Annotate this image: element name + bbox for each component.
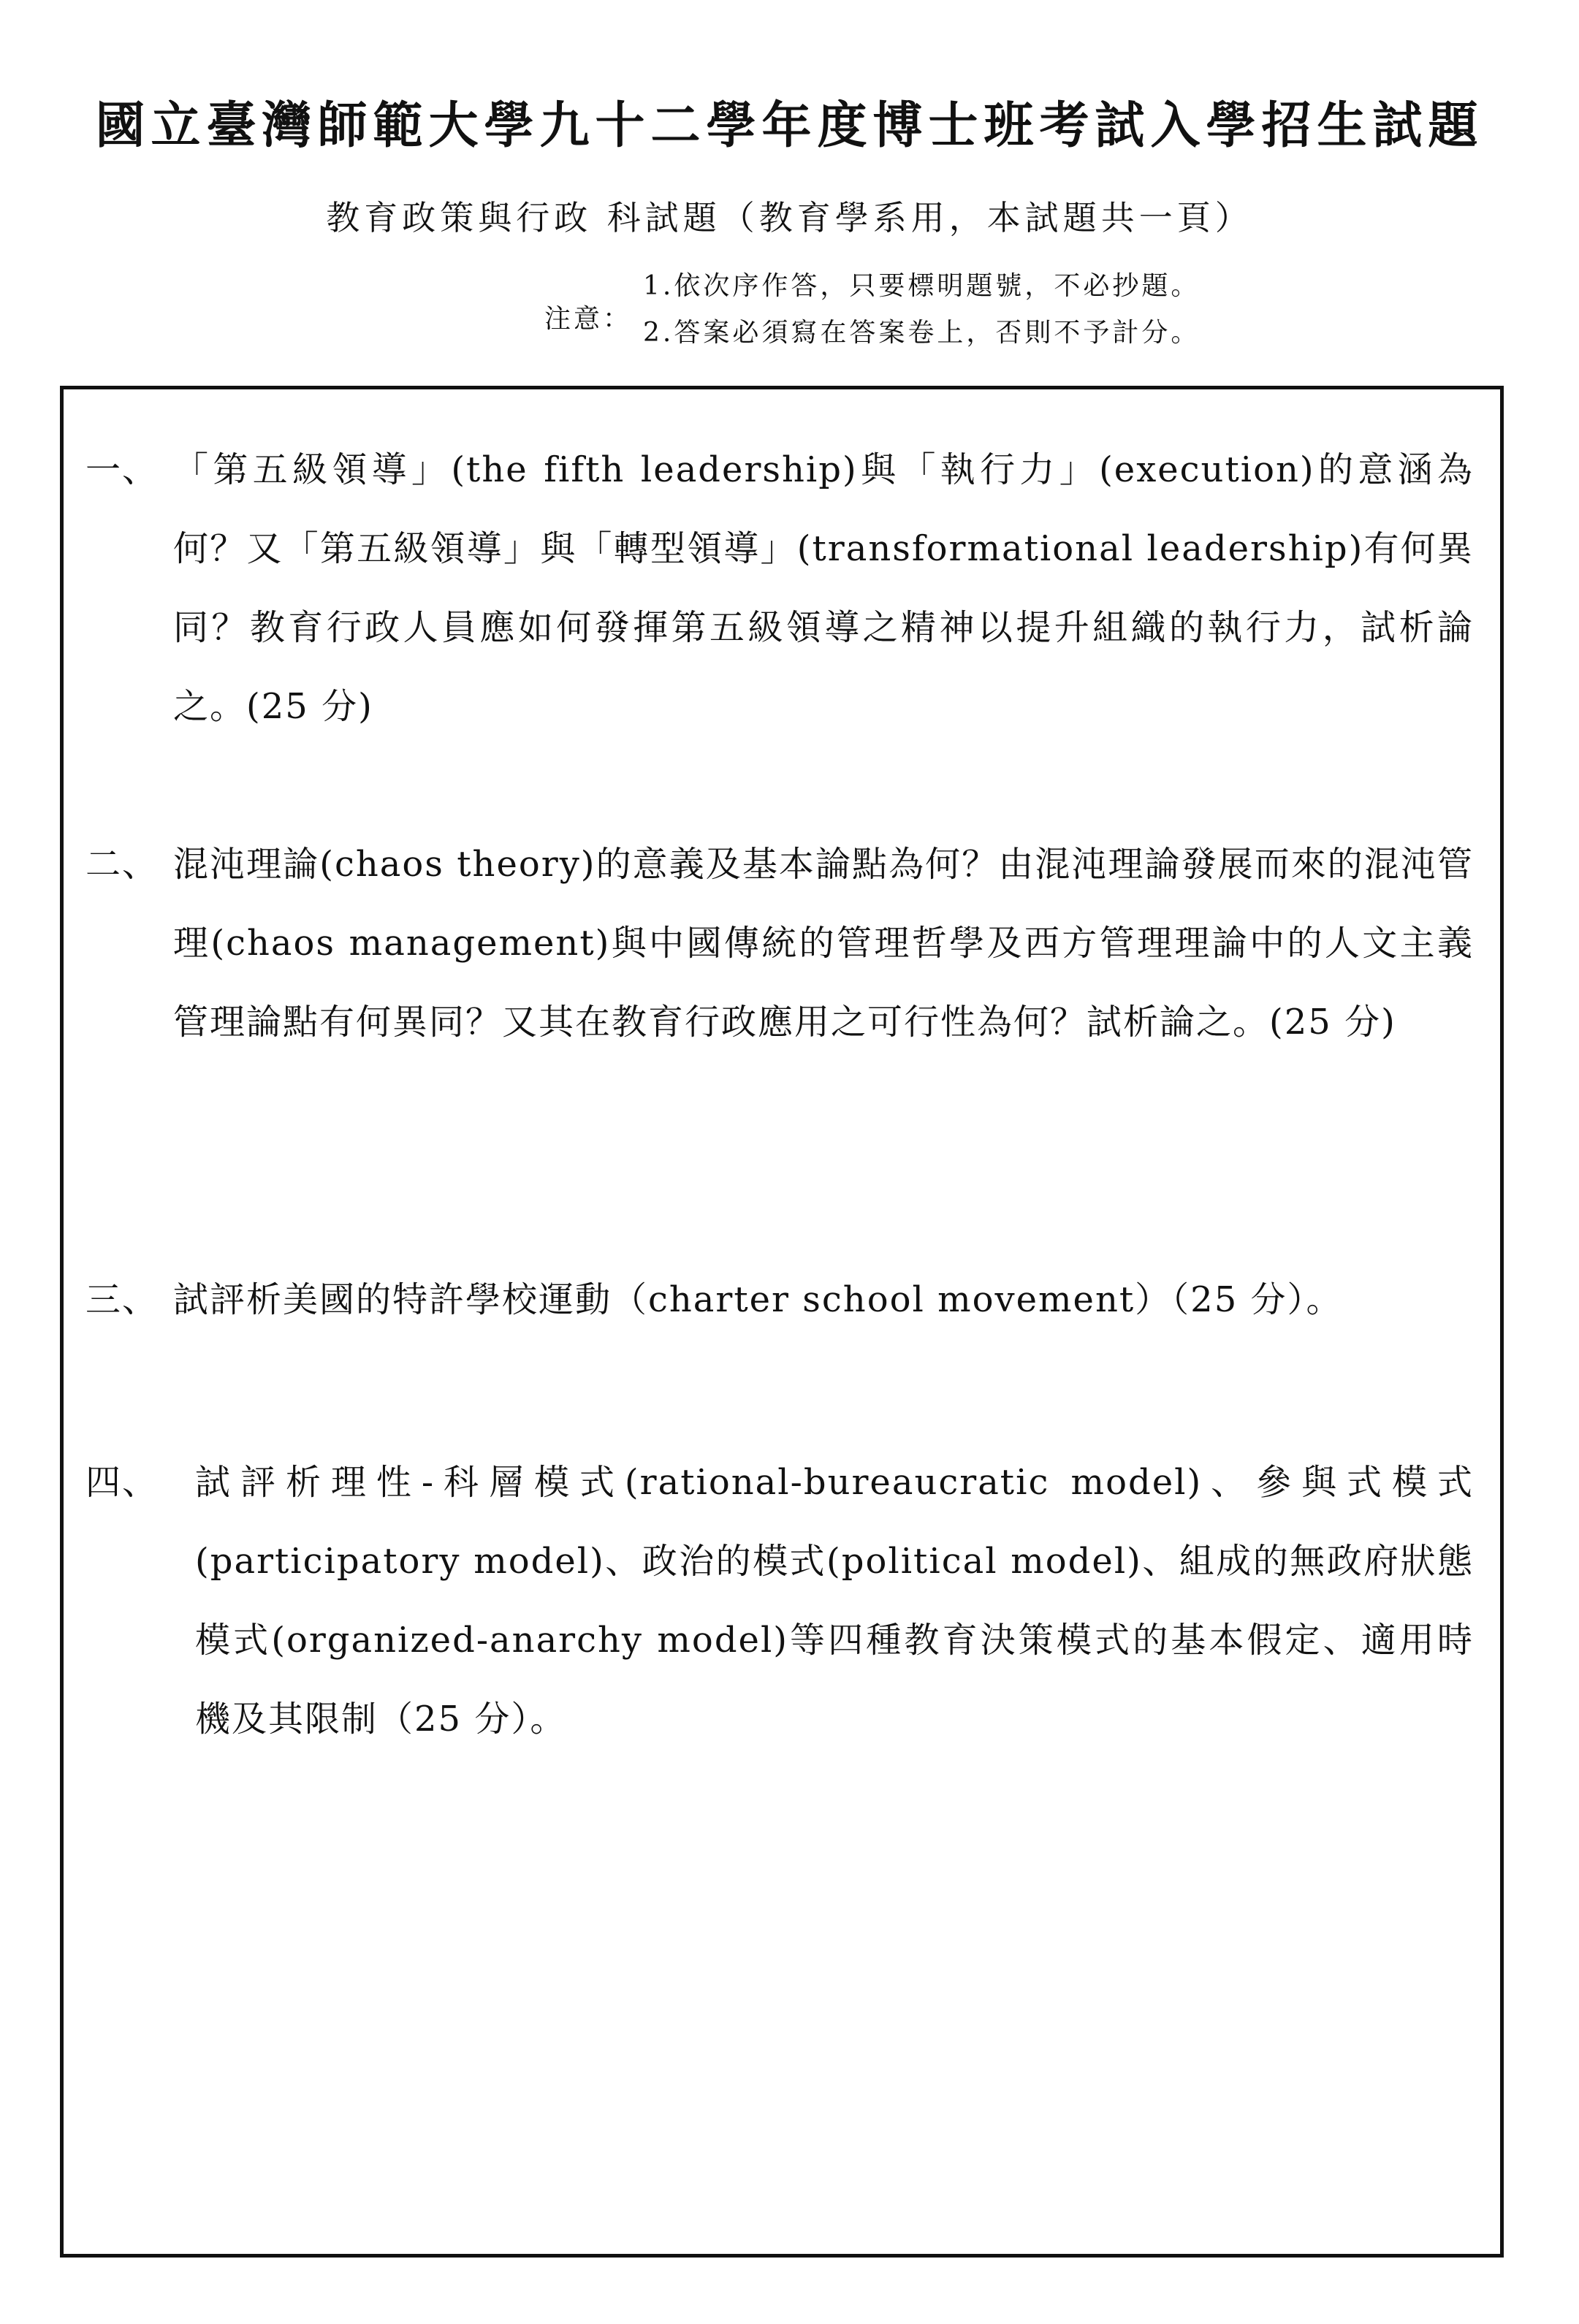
question-1 — [85, 430, 1474, 746]
question-number: 四、 — [85, 1462, 159, 1503]
question-number: 二、 — [85, 844, 159, 885]
question-box — [60, 386, 1504, 2258]
exam-subtitle: 教育政策與行政 科試題（教育學系用，本試題共一頁） — [326, 198, 1253, 237]
question-number: 一、 — [85, 449, 159, 490]
note-item: 2.答案必須寫在答案卷上，否則不予計分。 — [643, 318, 1201, 348]
question-number: 三、 — [85, 1279, 159, 1320]
exam-notes — [544, 263, 1421, 365]
question-text: 試評析美國的特許學校運動（charter school movement）（25 分）。 — [173, 1279, 1343, 1320]
page-title: 國立臺灣師範大學九十二學年度博士班考試入學招生試題 — [95, 96, 1484, 155]
notes-list — [643, 263, 1200, 357]
question-3 — [85, 1260, 1474, 1339]
question-text: 試評析理性-科層模式(rational-bureaucratic model)、參與式模式(participatory model)、政治的模式(political model)、組成的無政府狀態模式(organized-anarchy model)等四種教育決策模式的基本假定、適用時機及其限制（25 分）。 — [195, 1462, 1474, 1740]
question-2 — [85, 825, 1474, 1062]
question-4 — [85, 1443, 1474, 1759]
note-item: 1.依次序作答，只要標明題號，不必抄題。 — [643, 271, 1201, 301]
question-text: 混沌理論(chaos theory)的意義及基本論點為何？由混沌理論發展而來的混沌管理(chaos management)與中國傳統的管理哲學及西方管理理論中的人文主義管理論點有何異同？又其在教育行政應用之可行性為何？試析論之。(25 分) — [173, 844, 1474, 1043]
question-text: 「第五級領導」(the fifth leadership)與「執行力」(execution)的意涵為何？又「第五級領導」與「轉型領導」(transformational leadership)有何異同？教育行政人員應如何發揮第五級領導之精神以提升組織的執行力，試析論之。(25 分) — [173, 449, 1474, 727]
notes-label: 注意： — [544, 304, 633, 334]
